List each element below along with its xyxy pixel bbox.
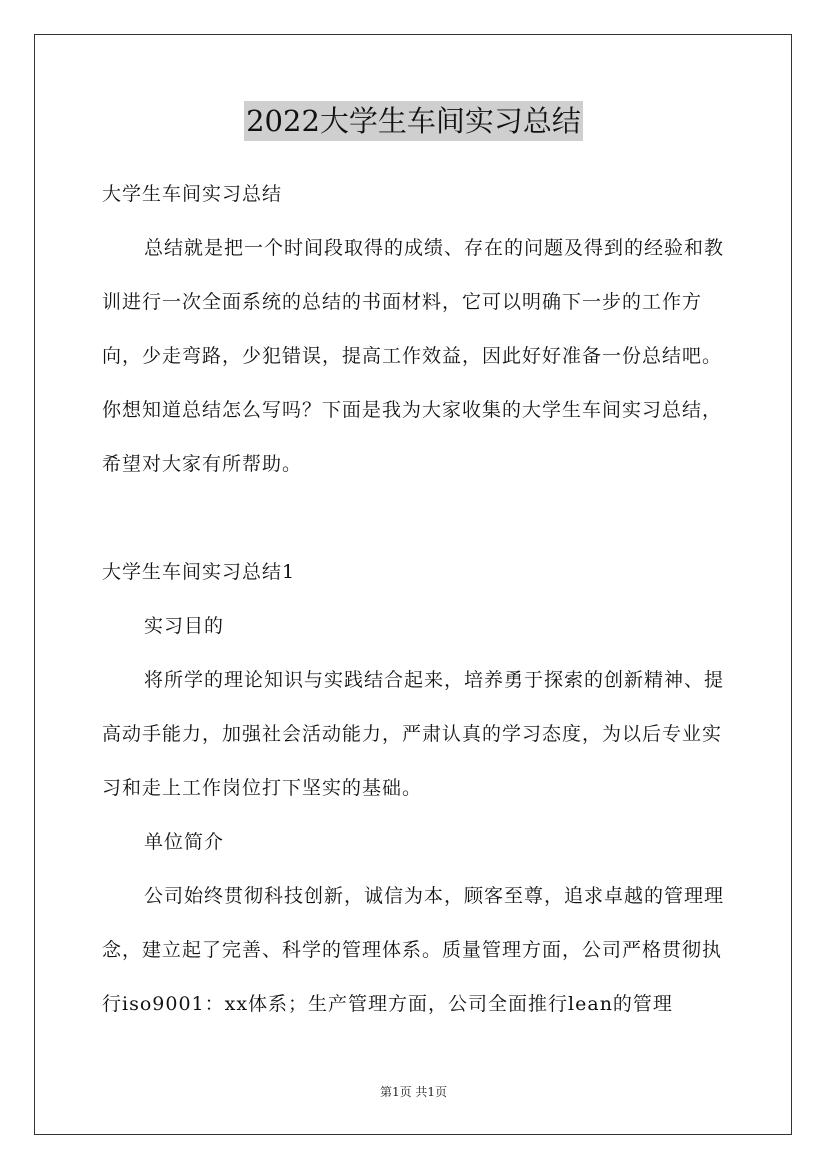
document-title: 2022大学生车间实习总结: [244, 101, 583, 141]
section-heading: 大学生车间实习总结1: [102, 561, 296, 583]
document-subtitle: 大学生车间实习总结: [102, 183, 283, 205]
title-container: [0, 101, 827, 141]
page-footer: 第1页 共1页: [379, 1085, 448, 1099]
purpose-paragraph: 将所学的理论知识与实践结合起来，培养勇于探索的创新精神、提高动手能力，加强社会活动能力，严肃认真的学习态度，为以后专业实习和走上工作岗位打下坚实的基础。: [102, 669, 725, 799]
unit-paragraph: 公司始终贯彻科技创新，诚信为本，顾客至尊，追求卓越的管理理念，建立起了完善、科学的管理体系。质量管理方面，公司严格贯彻执行iso9001：xx体系；生产管理方面，公司全面推行lean的管理: [102, 885, 725, 1015]
purpose-heading: 实习目的: [144, 615, 225, 637]
unit-heading: 单位简介: [144, 831, 225, 853]
intro-paragraph: 总结就是把一个时间段取得的成绩、存在的问题及得到的经验和教训进行一次全面系统的总结的书面材料，它可以明确下一步的工作方向，少走弯路，少犯错误，提高工作效益，因此好好准备一份总结吧。你想知道总结怎么写吗？下面是我为大家收集的大学生车间实习总结，希望对大家有所帮助。: [102, 237, 725, 475]
